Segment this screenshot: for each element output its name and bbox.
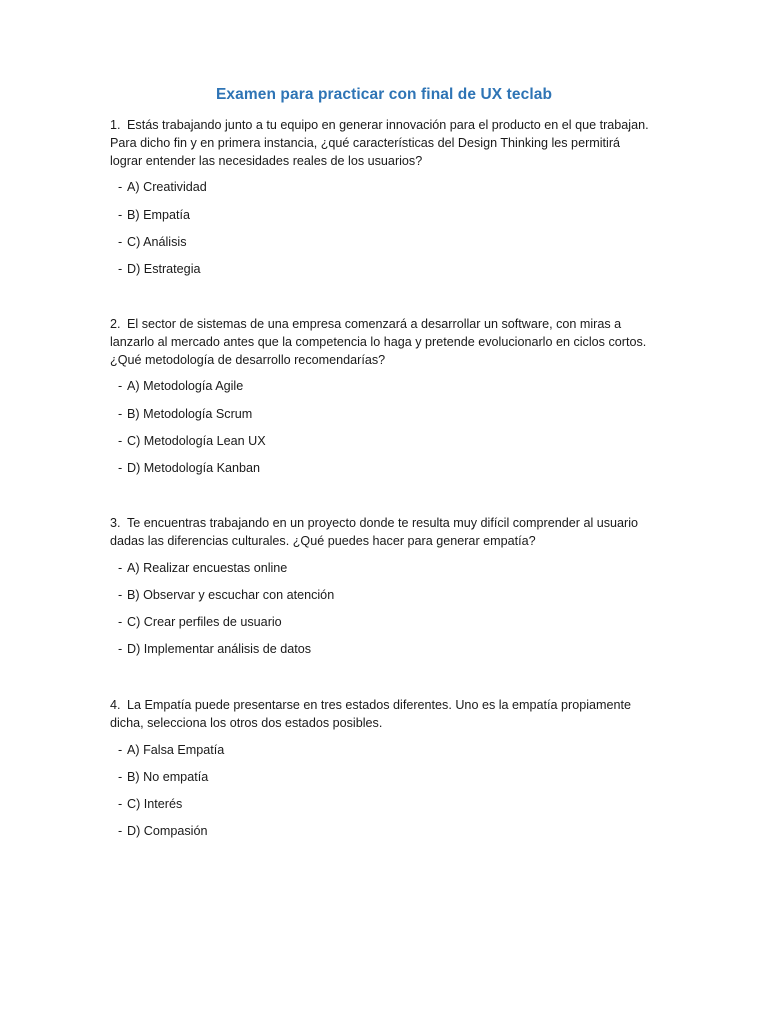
option-a: - A) Realizar encuestas online	[118, 560, 288, 575]
option-b: - B) Observar y escuchar con atención	[118, 587, 335, 602]
option-label: B) Metodología Scrum	[127, 406, 253, 421]
option-label: A) Falsa Empatía	[127, 742, 225, 757]
option-d: - D) Compasión	[118, 824, 208, 839]
option-b: - B) Empatía	[118, 207, 190, 222]
option-label: A) Metodología Agile	[127, 379, 244, 394]
document-title: Examen para practicar con final de UX teclab	[215, 86, 553, 103]
option-a: - A) Metodología Agile	[118, 379, 244, 394]
question-number: 2.	[110, 317, 121, 331]
question-3	[110, 515, 655, 669]
option-c: - C) Análisis	[118, 234, 187, 249]
option-label: A) Creatividad	[127, 180, 207, 195]
question-text	[110, 117, 655, 170]
option-b: - B) No empatía	[118, 769, 209, 784]
option-a: - A) Falsa Empatía	[118, 742, 225, 757]
question-number: 4.	[110, 698, 121, 712]
option-label: B) Empatía	[127, 207, 190, 222]
options-list	[110, 742, 655, 841]
option-b: - B) Metodología Scrum	[118, 406, 253, 421]
question-body: El sector de sistemas de una empresa comenzará a desarrollar un software, con miras a lanzarlo al mercado antes que la competencia lo haga y pretende evolucionarlo en ciclos cortos. ¿Qué metodología de desarrollo recomendarías?	[110, 317, 647, 367]
question-body: La Empatía puede presentarse en tres estados diferentes. Uno es la empatía propiamente dicha, selecciona los otros dos estados posibles.	[110, 698, 632, 730]
question-text	[110, 697, 655, 733]
options-list	[110, 378, 655, 477]
option-label: C) Análisis	[127, 234, 187, 249]
option-a: - A) Creatividad	[118, 180, 207, 195]
question-2	[110, 316, 655, 488]
question-text	[110, 316, 655, 369]
question-number: 3.	[110, 516, 121, 530]
option-c: - C) Interés	[118, 797, 183, 812]
option-label: C) Crear perfiles de usuario	[127, 615, 282, 630]
options-list	[110, 560, 655, 659]
option-label: B) Observar y escuchar con atención	[127, 587, 335, 602]
question-body: Estás trabajando junto a tu equipo en generar innovación para el producto en el que trabajan. Para dicho fin y en primera instancia, ¿qué características del Design Thinking les permitirá lograr entender las necesidades reales de los usuarios?	[110, 118, 649, 168]
question-body: Te encuentras trabajando en un proyecto donde te resulta muy difícil comprender al usuario dadas las diferencias culturales. ¿Qué puedes hacer para generar empatía?	[110, 516, 639, 548]
option-label: D) Implementar análisis de datos	[127, 642, 312, 657]
options-list	[110, 179, 655, 278]
option-label: D) Metodología Kanban	[127, 461, 261, 476]
question-text	[110, 515, 655, 551]
option-label: C) Interés	[127, 797, 183, 812]
option-label: D) Compasión	[127, 824, 208, 839]
option-d: - D) Metodología Kanban	[118, 461, 261, 476]
option-d: - D) Estrategia	[118, 262, 201, 277]
question-number: 1.	[110, 118, 121, 132]
option-label: D) Estrategia	[127, 262, 201, 277]
option-label: A) Realizar encuestas online	[127, 560, 288, 575]
option-c: - C) Metodología Lean UX	[118, 433, 266, 448]
option-c: - C) Crear perfiles de usuario	[118, 615, 282, 630]
option-d: - D) Implementar análisis de datos	[118, 642, 312, 657]
question-4	[110, 697, 655, 851]
option-label: C) Metodología Lean UX	[127, 433, 266, 448]
option-label: B) No empatía	[127, 769, 209, 784]
question-1	[110, 117, 655, 289]
